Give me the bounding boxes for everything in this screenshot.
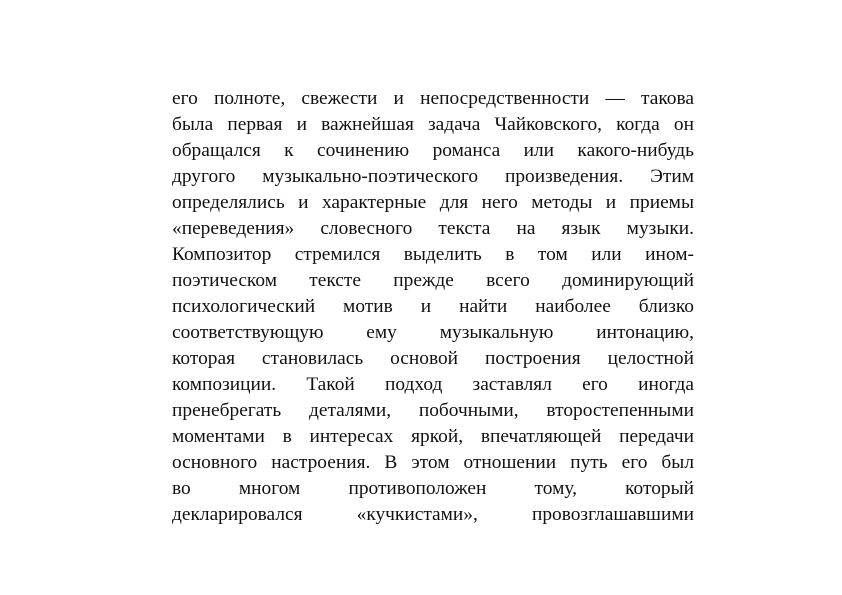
text-line: обращался к сочинению романса или какого-нибудь xyxy=(172,140,694,161)
text-line: моментами в интересах яркой, впечатляющей передачи xyxy=(172,426,694,447)
text-line: во многом противоположен тому, который xyxy=(172,478,694,499)
text-line: поэтическом тексте прежде всего доминирующий xyxy=(172,270,694,291)
body-text xyxy=(172,86,694,528)
text-line: «переведения» словесного текста на язык музыки. xyxy=(172,218,694,239)
text-line: определялись и характерные для него методы и приемы xyxy=(172,192,694,213)
text-line: декларировался «кучкистами», провозглашавшими xyxy=(172,504,694,525)
text-line: которая становилась основой построения целостной xyxy=(172,348,694,369)
text-line: была первая и важнейшая задача Чайковского, когда он xyxy=(172,114,694,135)
text-line: композиции. Такой подход заставлял его иногда xyxy=(172,374,694,395)
text-line: соответствующую ему музыкальную интонацию, xyxy=(172,322,694,343)
text-line: его полноте, свежести и непосредственности — такова xyxy=(172,88,694,109)
text-line: психологический мотив и найти наиболее близко xyxy=(172,296,694,317)
text-line: основного настроения. В этом отношении путь его был xyxy=(172,452,694,473)
text-line: Композитор стремился выделить в том или ином- xyxy=(172,244,694,265)
text-line: пренебрегать деталями, побочными, второстепенными xyxy=(172,400,694,421)
text-line: другого музыкально-поэтического произведения. Этим xyxy=(172,166,694,187)
